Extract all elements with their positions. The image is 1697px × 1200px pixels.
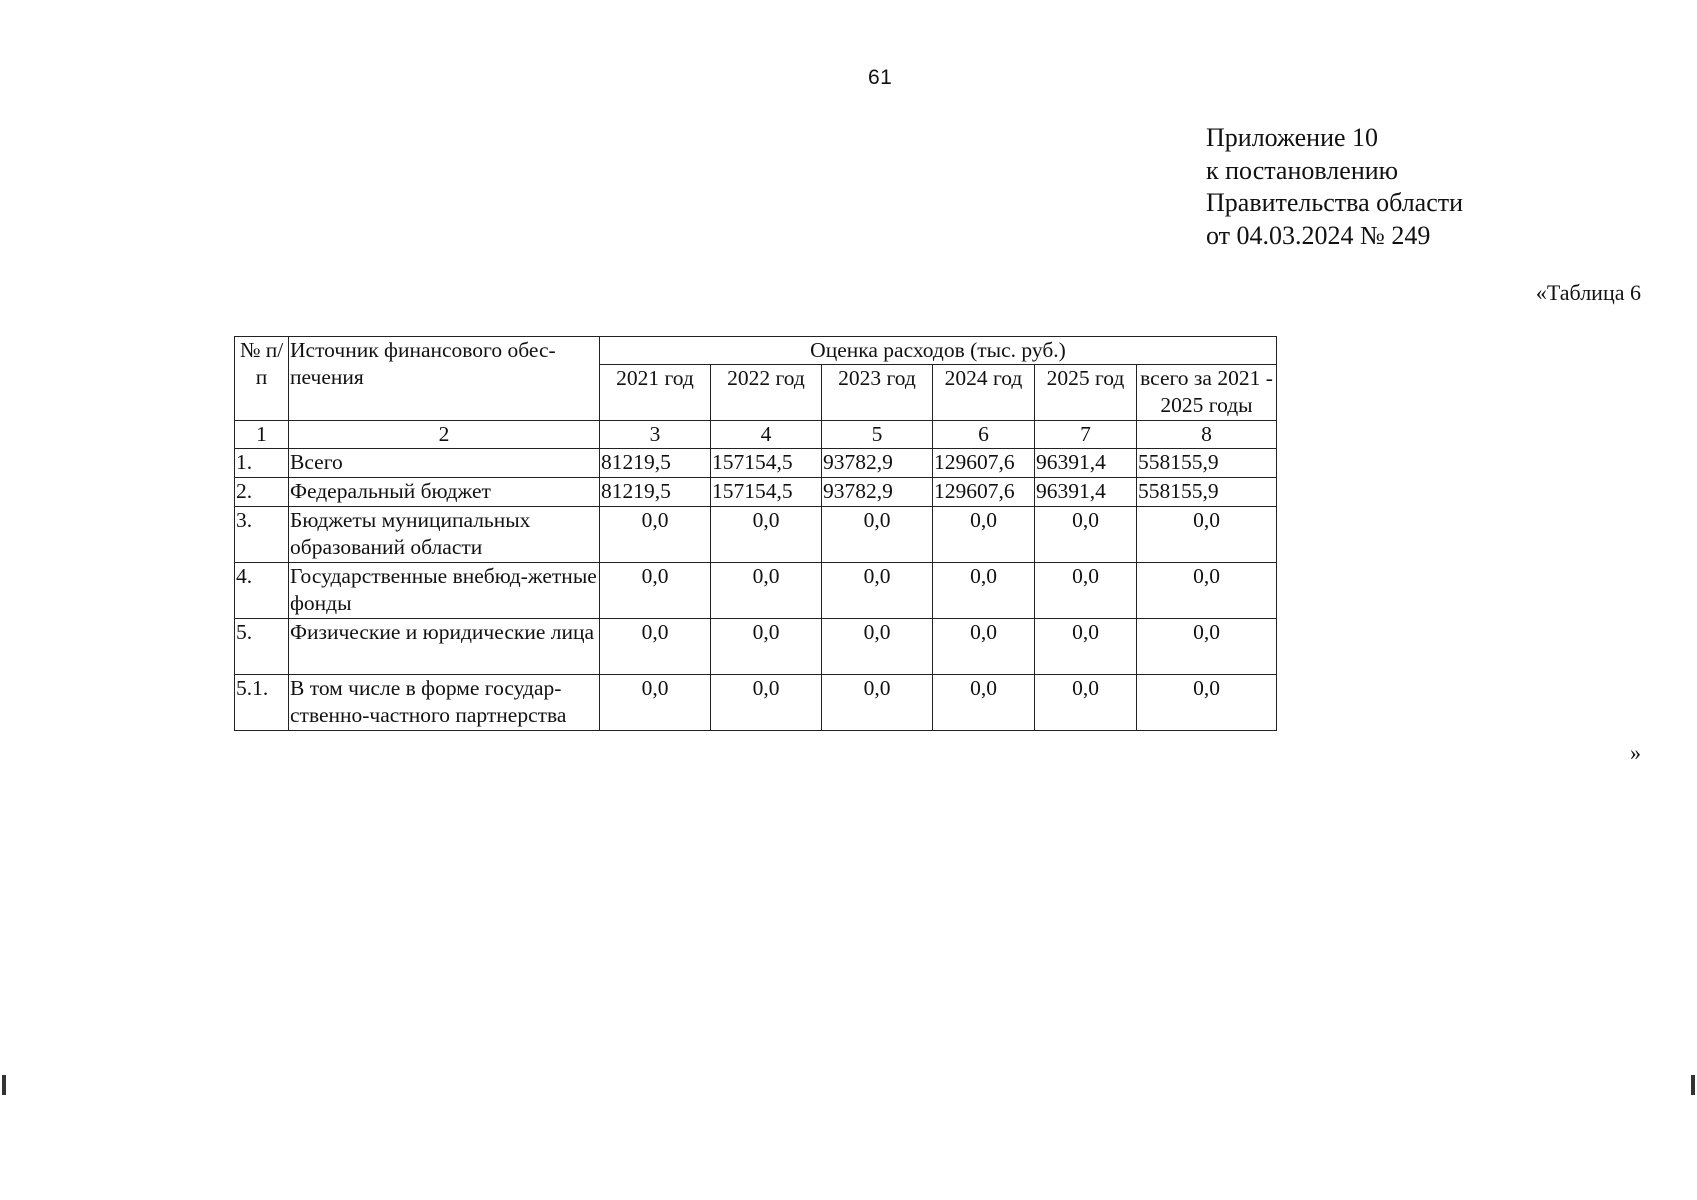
row-value: 0,0 [711,563,822,619]
table-caption: «Таблица 6 [1535,280,1641,305]
appendix-reference [1206,122,1463,252]
row-value: 0,0 [822,563,933,619]
row-value: 157154,5 [711,449,822,478]
page-number: 61 [868,66,893,89]
row-value: 0,0 [822,507,933,563]
table-header-row [235,337,1277,365]
row-value: 0,0 [933,563,1035,619]
scan-artifact-right [1691,1075,1695,1095]
row-source: В том числе в форме государ-ственно-частного партнерства [289,675,600,731]
row-value: 93782,9 [822,449,933,478]
table-row [235,619,1277,675]
column-index: 4 [711,421,822,449]
header-number: № п/п [235,337,289,421]
column-index: 6 [933,421,1035,449]
row-value: 0,0 [822,675,933,731]
row-number: 4. [235,563,289,619]
column-index-row [235,421,1277,449]
row-value: 0,0 [1137,675,1277,731]
row-value: 96391,4 [1035,478,1137,507]
row-value: 0,0 [1137,507,1277,563]
appendix-title: Приложение 10 [1206,123,1379,152]
row-value: 0,0 [711,619,822,675]
table-row [235,563,1277,619]
row-source: Государственные внебюд-жетные фонды [289,563,600,619]
row-value: 0,0 [933,675,1035,731]
row-value: 157154,5 [711,478,822,507]
scan-artifact-left [2,1075,6,1095]
row-value: 0,0 [1035,675,1137,731]
row-source: Бюджеты муниципальных образований области [289,507,600,563]
row-source: Физические и юридические лица [289,619,600,675]
header-year: 2021 год [600,365,711,421]
row-value: 0,0 [933,507,1035,563]
row-source: Федеральный бюджет [289,478,600,507]
row-value: 0,0 [600,507,711,563]
row-value: 0,0 [933,619,1035,675]
column-index: 3 [600,421,711,449]
table-row [235,449,1277,478]
appendix-line-government: Правительства области [1206,188,1464,217]
row-value: 129607,6 [933,449,1035,478]
row-value: 0,0 [1035,619,1137,675]
appendix-line-resolution: к постановлению [1206,155,1399,185]
row-value: 558155,9 [1137,449,1277,478]
row-source: Всего [289,449,600,478]
row-value: 0,0 [1035,507,1137,563]
table-row [235,478,1277,507]
row-value: 0,0 [1035,563,1137,619]
row-value: 558155,9 [1137,478,1277,507]
row-number: 5.1. [235,675,289,731]
column-index: 7 [1035,421,1137,449]
header-year: 2022 год [711,365,822,421]
row-value: 0,0 [711,507,822,563]
row-value: 0,0 [600,675,711,731]
row-value: 81219,5 [600,478,711,507]
row-number: 5. [235,619,289,675]
row-value: 0,0 [1137,619,1277,675]
row-value: 96391,4 [1035,449,1137,478]
appendix-line-date: от 04.03.2024 № 249 [1206,220,1431,250]
row-value: 0,0 [711,675,822,731]
header-source: Источник финансового обес-печения [289,337,600,421]
header-expenses: Оценка расходов (тыс. руб.) [600,337,1277,365]
row-value: 129607,6 [933,478,1035,507]
column-index: 8 [1137,421,1277,449]
row-value: 0,0 [600,619,711,675]
row-value: 0,0 [1137,563,1277,619]
header-year: 2024 год [933,365,1035,421]
row-value: 93782,9 [822,478,933,507]
row-number: 1. [235,449,289,478]
row-value: 0,0 [822,619,933,675]
row-value: 0,0 [600,563,711,619]
column-index: 5 [822,421,933,449]
column-index: 1 [235,421,289,449]
header-year: 2023 год [822,365,933,421]
table-row [235,507,1277,563]
table-row [235,675,1277,731]
row-number: 2. [235,478,289,507]
row-value: 81219,5 [600,449,711,478]
header-year: 2025 год [1035,365,1137,421]
header-total: всего за 2021 - 2025 годы [1137,365,1277,421]
financing-table [234,336,1277,731]
column-index: 2 [289,421,600,449]
row-number: 3. [235,507,289,563]
closing-quote: » [1630,740,1641,765]
